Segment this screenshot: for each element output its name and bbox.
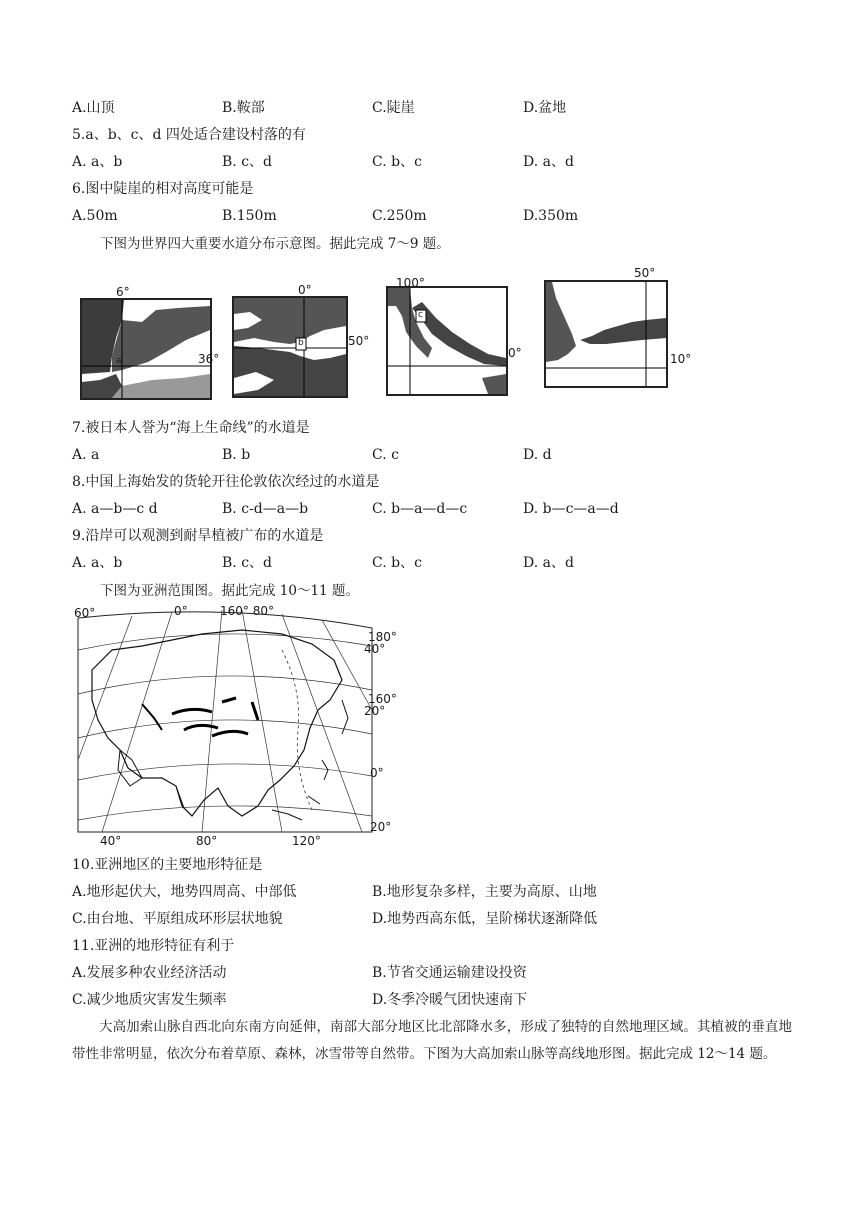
strait-c-lon: 100° xyxy=(396,276,425,290)
asia-map-figure xyxy=(72,604,397,848)
q5-option-d: D. a、d xyxy=(523,154,574,170)
q7-option-c: C. c xyxy=(372,447,399,463)
strait-b-lon: 0° xyxy=(298,283,312,297)
q9-option-c: C. b、c xyxy=(372,555,422,571)
asia-map xyxy=(72,610,392,838)
asia-top-label-1: 60° xyxy=(74,606,96,620)
q6-option-a: A.50m xyxy=(72,208,118,224)
q7-option-d: D. d xyxy=(523,447,552,463)
strait-c-marker: c xyxy=(418,310,423,320)
q9-option-a: A. a、b xyxy=(72,555,123,571)
asia-bottom-label-1: 40° xyxy=(100,834,122,848)
strait-a-marker: a xyxy=(116,356,122,366)
strait-panel-d xyxy=(544,280,668,388)
q4-option-b: B.鞍部 xyxy=(222,100,265,116)
q11-option-a: A.发展多种农业经济活动 xyxy=(72,965,227,981)
q11-stem: 11.亚洲的地形特征有利于 xyxy=(72,938,235,954)
asia-bottom-label-3: 120° xyxy=(292,834,321,848)
q11-option-c: C.减少地质灾害发生频率 xyxy=(72,992,227,1008)
strait-d-marker: d xyxy=(576,338,582,348)
q6-option-d: D.350m xyxy=(523,208,579,224)
q11-option-d: D.冬季冷暖气团快速南下 xyxy=(372,992,528,1008)
q7-stem: 7.被日本人誉为“海上生命线”的水道是 xyxy=(72,420,310,436)
strait-a-lat: 36° xyxy=(198,352,220,366)
strait-panel-c xyxy=(386,286,508,396)
q4-option-d: D.盆地 xyxy=(523,100,567,116)
q8-option-c: C. b—a—d—c xyxy=(372,501,468,517)
q10-option-a: A.地形起伏大，地势四周高、中部低 xyxy=(72,884,297,900)
asia-right-label-3: 160° xyxy=(368,692,397,706)
q5-option-c: C. b、c xyxy=(372,154,422,170)
strait-b-lat: 50° xyxy=(348,334,370,348)
strait-a-map xyxy=(82,300,210,398)
strait-c-lat: 0° xyxy=(508,346,522,360)
q8-option-b: B. c-d—a—b xyxy=(222,501,309,517)
q9-option-d: D. a、d xyxy=(523,555,574,571)
q8-option-a: A. a—b—c d xyxy=(72,501,158,517)
intro-12-14: 大高加索山脉自西北向东南方向延伸，南部大部分地区比北部降水多，形成了独特的自然地理区域。其植被的垂直地带性非常明显，依次分布着草原、森林，冰雪带等自然带。下图为大高加索山脉等高线地形图。据此完成 12～14 题。 xyxy=(72,1019,792,1062)
q10-option-b: B.地形复杂多样，主要为高原、山地 xyxy=(372,884,597,900)
strait-c-map xyxy=(388,288,506,394)
strait-a-lon: 6° xyxy=(116,285,130,299)
asia-right-label-1: 180° xyxy=(368,630,397,644)
q7-option-b: B. b xyxy=(222,447,251,463)
q10-option-c: C.由台地、平原组成环形层状地貌 xyxy=(72,911,283,927)
strait-b-marker: b xyxy=(298,338,304,348)
q7-option-a: A. a xyxy=(72,447,100,463)
q6-option-c: C.250m xyxy=(372,208,427,224)
q9-option-b: B. c、d xyxy=(222,555,272,571)
strait-panel-b xyxy=(232,296,348,398)
q5-option-a: A. a、b xyxy=(72,154,123,170)
q5-option-b: B. c、d xyxy=(222,154,272,170)
strait-d-lat: 10° xyxy=(670,352,692,366)
q5-stem: 5.a、b、c、d 四处适合建设村落的有 xyxy=(72,127,306,143)
asia-bottom-label-2: 80° xyxy=(196,834,218,848)
strait-panel-a xyxy=(80,298,212,400)
q8-stem: 8.中国上海始发的货轮开往伦敦依次经过的水道是 xyxy=(72,474,380,490)
q6-stem: 6.图中陡崖的相对高度可能是 xyxy=(72,181,254,197)
intro-7-9: 下图为世界四大重要水道分布示意图。据此完成 7～9 题。 xyxy=(100,236,450,252)
intro-10-11: 下图为亚洲范围图。据此完成 10～11 题。 xyxy=(100,583,359,599)
asia-right-label-2: 40° xyxy=(364,642,386,656)
asia-right-label-6: 20° xyxy=(370,820,392,834)
straits-figure xyxy=(78,266,710,406)
strait-b-map xyxy=(234,298,346,396)
strait-d-map xyxy=(546,282,666,386)
q10-option-d: D.地势西高东低，呈阶梯状逐渐降低 xyxy=(372,911,598,927)
asia-top-label-2: 0° xyxy=(174,604,188,618)
q8-option-d: D. b—c—a—d xyxy=(523,501,619,517)
q9-stem: 9.沿岸可以观测到耐旱植被广布的水道是 xyxy=(72,528,324,544)
q4-option-c: C.陡崖 xyxy=(372,100,415,116)
asia-right-label-4: 20° xyxy=(364,704,386,718)
q11-option-b: B.节省交通运输建设投资 xyxy=(372,965,527,981)
asia-right-label-5: 0° xyxy=(370,766,384,780)
q10-stem: 10.亚洲地区的主要地形特征是 xyxy=(72,857,263,873)
q6-option-b: B.150m xyxy=(222,208,277,224)
asia-top-label-3: 160° 80° xyxy=(220,604,274,618)
q4-option-a: A.山顶 xyxy=(72,100,115,116)
strait-d-lon: 50° xyxy=(634,266,656,280)
